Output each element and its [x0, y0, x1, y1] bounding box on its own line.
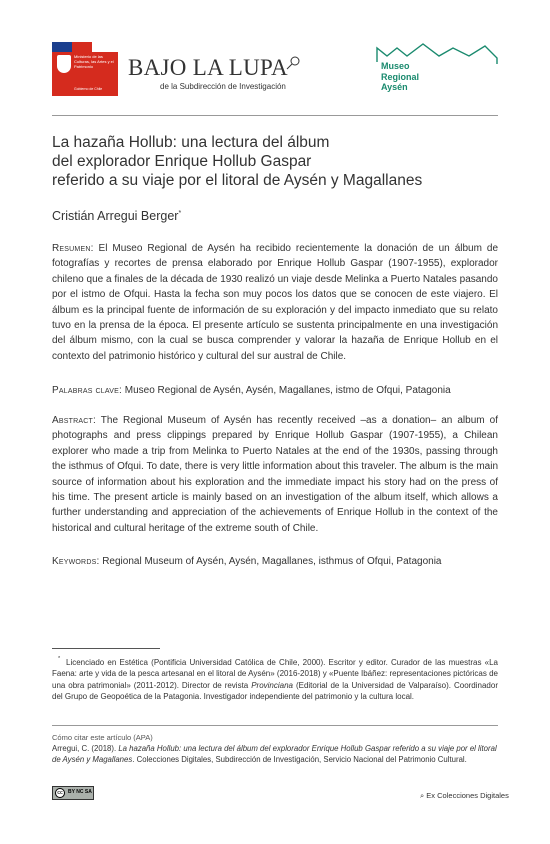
flag-blue-stripe — [52, 42, 72, 52]
citation-text-a: Arregui, C. (2018). — [52, 744, 119, 753]
magnifier-icon — [285, 55, 301, 71]
article-title — [52, 133, 502, 190]
palabras-clave-text: Museo Regional de Aysén, Aysén, Magallanes, istmo de Ofqui, Patagonia — [124, 385, 451, 396]
subtitle-prefix: de la — [160, 82, 180, 91]
footnote-text-a: Licenciado en Estética (Pontificia Universidad Católica de Chile, 2000). Escritor y editor. Curador de las muestras «La Faena: arte y vida de la pesca artesanal en el litoral de Aysén» (2016-2018) y «Puente Ibáñez: representaciones pictóricas de una obra patrimonial» (2011-2012). Director de revista — [52, 658, 498, 690]
museum-logo-text — [381, 61, 419, 93]
abstract-text: The Regional Museum of Aysén has recently received –as a donation– an album of photographs and press clippings prepared by Enrique Hollub Gaspar (1907-1955), a Chilean explorer who made a trip from Melinka to Puerto Natales at the end of the 1930s, passing through the isthmus of Ofqui. To date, there is very little information about this traveler. The album is the main source of information about his exploration and the immediate impact his story had on the press of his time. The present article is mainly based on an investigation of the album itself, which allows a further understanding and appreciation of the achievements of Enrique Hollub in the context of the historical and cultural heritage of the extreme south of Chile. — [52, 415, 498, 534]
footer-prefix: Ex — [426, 791, 438, 800]
palabras-clave-label: Palabras clave: — [52, 385, 122, 396]
author-name — [52, 209, 181, 223]
citation-text — [52, 743, 498, 765]
footer-collections-text: Colecciones Digitales — [437, 791, 509, 800]
palabras-clave-paragraph — [52, 383, 498, 398]
museum-logo-line: Aysén — [381, 82, 408, 92]
creative-commons-badge[interactable] — [52, 786, 94, 800]
subtitle-department: Subdirección de Investigación — [179, 82, 286, 91]
citation-title: La hazaña Hollub: una lectura del álbum del explorador Enrique Hollub Gaspar referido a su viaje por el litoral de Aysén y Magallanes — [52, 744, 497, 764]
gov-logo-box — [52, 52, 118, 96]
keywords-text: Regional Museum of Aysén, Aysén, Magallanes, isthmus of Ofqui, Patagonia — [102, 556, 442, 567]
abstract-label: Abstract: — [52, 415, 96, 426]
keywords-paragraph — [52, 554, 498, 569]
title-line: referido a su viaje por el litoral de Aysén y Magallanes — [52, 172, 423, 189]
gov-logo-text: Ministerio de las Culturas, las Artes y el Patrimonio — [74, 54, 114, 69]
resumen-label: Resumen: — [52, 243, 94, 254]
abstract-paragraph — [52, 413, 498, 536]
title-line: del explorador Enrique Hollub Gaspar — [52, 153, 312, 170]
footnote-journal: Provinciana — [251, 680, 294, 690]
resumen-paragraph — [52, 241, 498, 364]
footnote-text-b: (Editorial de la Universidad de Valparaíso). Coordinador del Grupo de Geopoética de la Patagonia. Investigador independiente del patrimonio y la cultura local. — [52, 680, 498, 702]
citation-divider — [52, 725, 498, 726]
footer-magnifier-icon: ⌕ — [420, 791, 425, 800]
footnote-text — [52, 657, 498, 703]
gov-logo-sub: Gobierno de Chile — [74, 87, 103, 91]
publication-subtitle — [160, 82, 286, 91]
shield-icon — [57, 55, 71, 73]
keywords-label: Keywords: — [52, 556, 100, 567]
footer-collections — [420, 791, 509, 801]
author-text: Cristián Arregui Berger — [52, 209, 179, 223]
cc-icon: cc — [55, 788, 65, 798]
cc-license-text: BY NC SA — [68, 789, 92, 795]
header-divider — [52, 115, 498, 116]
citation-text-b: . Colecciones Digitales, Subdirección de Investigación, Servicio Nacional del Patrimonio Cultural. — [132, 755, 467, 764]
government-logo — [52, 42, 118, 96]
publication-title: BAJO LA LUPA — [128, 55, 288, 80]
resumen-text: El Museo Regional de Aysén ha recibido recientemente la donación de un álbum de fotografías y recortes de prensa elaborado por Enrique Hollub Gaspar (1907-1955), explorador chileno que a finales de la década de 1930 realizó un viaje desde Melinka a Puerto Natales pasando por el istmo de Ofqui. Hasta la fecha son muy pocos los datos que se conocen de este viajero. El álbum es la principal fuente de información de su exploración y del impacto inmediato que su relato tuvo en la prensa de la época. El presente artículo se sustenta principalmente en una investigación del álbum mismo, con la cual se busca comprender y valorar la hazaña de Enrique Hollub en el contexto del patrimonio histórico y cultural del sur austral de Chile. — [52, 243, 499, 362]
author-footnote-mark: * — [178, 209, 182, 217]
title-line: La hazaña Hollub: una lectura del álbum — [52, 134, 330, 151]
flag-red-stripe — [72, 42, 92, 52]
footnote-mark: * — [58, 656, 61, 662]
museum-logo-line: Regional — [381, 71, 420, 82]
footnote-divider — [52, 648, 160, 649]
museum-logo-line: Museo — [381, 61, 410, 71]
citation-label: Cómo citar este artículo (APA) — [52, 733, 153, 742]
